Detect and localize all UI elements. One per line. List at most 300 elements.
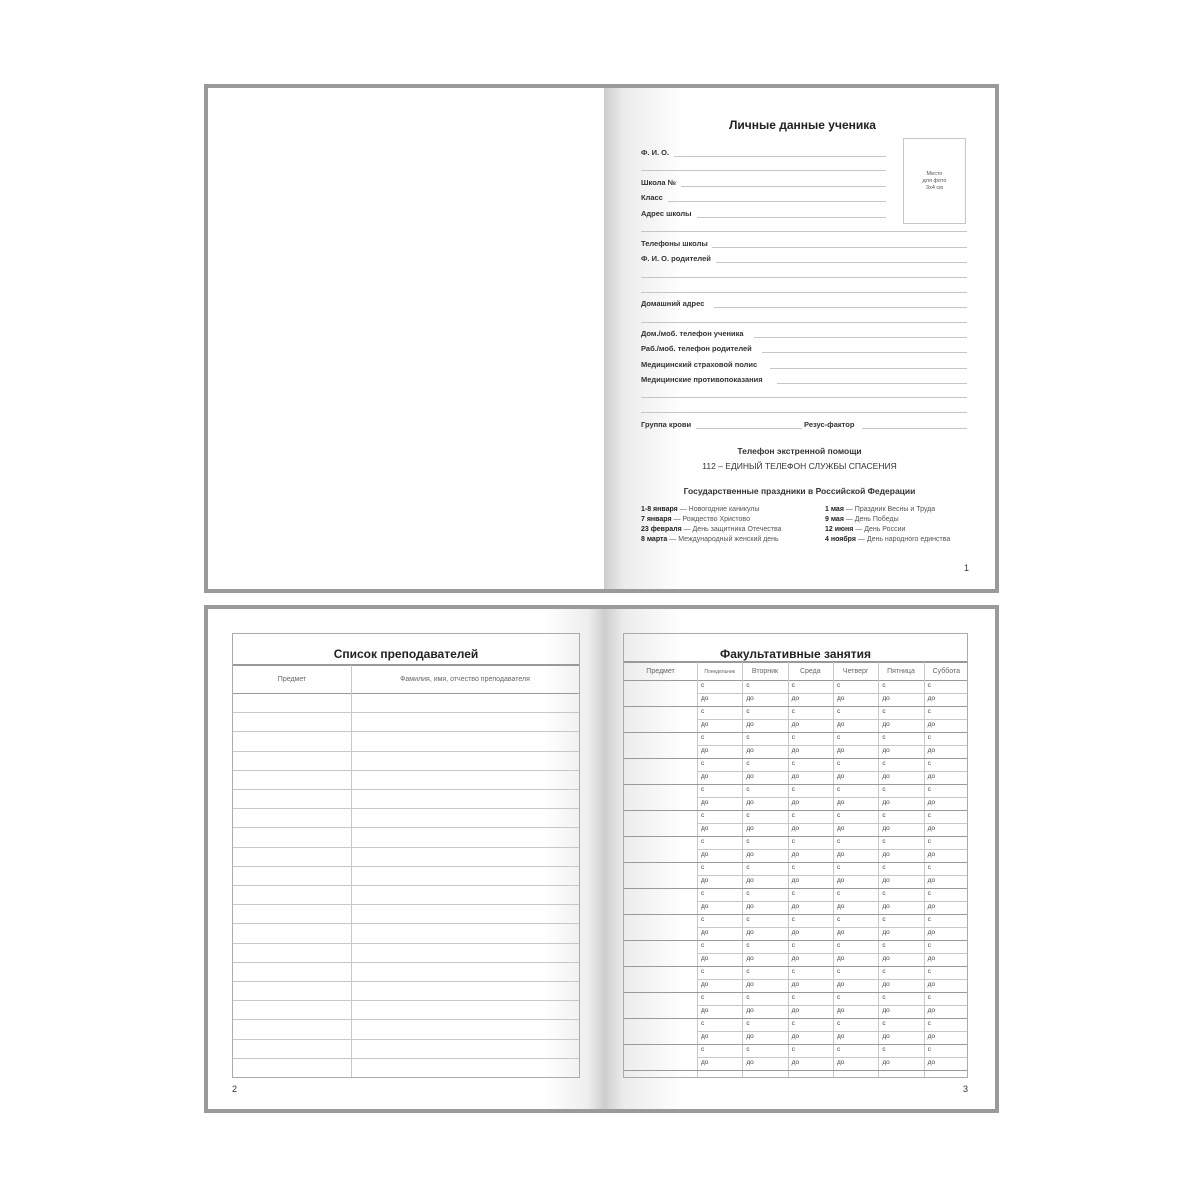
time-from[interactable]: с <box>927 916 931 923</box>
time-from[interactable]: с <box>882 760 886 767</box>
time-from[interactable]: с <box>701 864 705 871</box>
table-row[interactable] <box>233 1019 579 1020</box>
time-to[interactable]: до <box>837 695 845 702</box>
table-row[interactable] <box>233 827 579 828</box>
table-row[interactable] <box>233 808 579 809</box>
time-from[interactable]: с <box>701 682 705 689</box>
time-to[interactable]: до <box>927 929 936 936</box>
time-from[interactable]: с <box>746 916 750 923</box>
time-from[interactable]: с <box>701 708 705 715</box>
time-from[interactable]: с <box>882 890 886 897</box>
time-from[interactable]: с <box>791 812 795 819</box>
header-day: Четверг <box>842 668 869 675</box>
time-to[interactable]: до <box>746 1007 754 1014</box>
field-home-address-line[interactable] <box>714 307 967 308</box>
field-rhesus-label: Резус-фактор <box>804 420 855 429</box>
holiday-name: — Рождество Христово <box>671 516 750 523</box>
teachers-title: Список преподавателей <box>333 647 479 661</box>
time-from[interactable]: с <box>927 1046 931 1053</box>
field-blood-line[interactable] <box>696 428 802 429</box>
time-from[interactable]: с <box>746 1046 750 1053</box>
field-insurance-label: Медицинский страховой полис <box>641 360 758 369</box>
lesson-block-mid <box>697 875 967 876</box>
lesson-block-mid <box>697 797 967 798</box>
field-insurance-line[interactable] <box>770 368 967 369</box>
time-to[interactable]: до <box>701 981 709 988</box>
holiday-name: — Международный женский день <box>667 536 779 543</box>
time-from[interactable]: с <box>837 760 841 767</box>
time-from[interactable]: с <box>746 942 750 949</box>
holiday-name: — День защитника Отечества <box>681 526 782 533</box>
time-from[interactable]: с <box>746 786 750 793</box>
table-row[interactable] <box>233 885 579 886</box>
time-to[interactable]: до <box>927 981 936 988</box>
time-to[interactable]: до <box>927 1007 936 1014</box>
field-student-phone-line[interactable] <box>754 337 967 338</box>
time-to[interactable]: до <box>837 877 845 884</box>
time-to[interactable]: до <box>882 877 890 884</box>
time-to[interactable]: до <box>701 721 709 728</box>
field-class-line[interactable] <box>668 201 886 202</box>
time-from[interactable]: с <box>837 864 841 871</box>
time-from[interactable]: с <box>791 994 795 1001</box>
time-from[interactable]: с <box>837 812 841 819</box>
lesson-block-mid <box>697 1005 967 1006</box>
time-to[interactable]: до <box>882 799 890 806</box>
lesson-block-divider <box>624 1044 967 1045</box>
time-to[interactable]: до <box>791 903 800 910</box>
electives-title: Факультативные занятия <box>719 647 872 661</box>
holiday-item <box>825 505 935 515</box>
holiday-item <box>641 505 759 515</box>
time-to[interactable]: до <box>701 903 709 910</box>
time-from[interactable]: с <box>882 734 886 741</box>
time-to[interactable]: до <box>837 747 845 754</box>
time-from[interactable]: с <box>882 942 886 949</box>
time-to[interactable]: до <box>791 799 800 806</box>
time-to[interactable]: до <box>882 825 890 832</box>
time-to[interactable]: до <box>927 721 936 728</box>
time-to[interactable]: до <box>746 851 754 858</box>
time-to[interactable]: до <box>746 747 754 754</box>
time-to[interactable]: до <box>927 1033 936 1040</box>
time-from[interactable]: с <box>837 994 841 1001</box>
field-school-line[interactable] <box>681 186 886 187</box>
time-to[interactable]: до <box>791 877 800 884</box>
time-to[interactable]: до <box>746 877 754 884</box>
time-to[interactable]: до <box>791 851 800 858</box>
holidays-title: Государственные праздники в Российской Федерации <box>683 486 916 496</box>
holiday-name: — День народного единства <box>855 536 951 543</box>
time-to[interactable]: до <box>927 747 936 754</box>
header-subject: Предмет <box>646 668 675 675</box>
time-to[interactable]: до <box>791 825 800 832</box>
time-to[interactable]: до <box>791 929 800 936</box>
time-from[interactable]: с <box>791 864 795 871</box>
time-to[interactable]: до <box>882 695 890 702</box>
time-to[interactable]: до <box>746 721 754 728</box>
time-from[interactable]: с <box>791 838 795 845</box>
time-to[interactable]: до <box>701 825 709 832</box>
lesson-block-divider <box>624 1070 967 1071</box>
time-to[interactable]: до <box>837 721 845 728</box>
lesson-block-divider <box>624 940 967 941</box>
time-from[interactable]: с <box>791 968 795 975</box>
time-to[interactable]: до <box>746 929 754 936</box>
time-from[interactable]: с <box>882 786 886 793</box>
field-parents-line-2[interactable] <box>641 277 967 278</box>
time-from[interactable]: с <box>701 812 705 819</box>
time-to[interactable]: до <box>791 1033 800 1040</box>
holiday-name: — Новогодние каникулы <box>677 506 760 513</box>
time-from[interactable]: с <box>701 760 705 767</box>
lesson-block-mid <box>697 823 967 824</box>
time-from[interactable]: с <box>746 864 750 871</box>
table-row[interactable] <box>233 1058 579 1059</box>
time-from[interactable]: с <box>837 708 841 715</box>
time-from[interactable]: с <box>837 1020 841 1027</box>
time-to[interactable]: до <box>791 981 800 988</box>
column-divider <box>924 662 925 1077</box>
field-rhesus-line[interactable] <box>862 428 967 429</box>
table-row[interactable] <box>233 731 579 732</box>
lesson-block-mid <box>697 719 967 720</box>
table-row[interactable] <box>233 962 579 963</box>
time-from[interactable]: с <box>701 1020 705 1027</box>
time-from[interactable]: с <box>927 734 931 741</box>
time-from[interactable]: с <box>927 708 931 715</box>
time-to[interactable]: до <box>746 695 754 702</box>
lesson-block-divider <box>624 836 967 837</box>
title-divider <box>624 661 967 663</box>
field-school-address-line[interactable] <box>697 217 886 218</box>
time-from[interactable]: с <box>791 942 795 949</box>
lesson-block-divider <box>624 758 967 759</box>
field-school-address-line-2[interactable] <box>641 231 967 232</box>
page-number-3: 3 <box>963 1084 969 1094</box>
teachers-page <box>208 609 604 1109</box>
photo-text-3: 3х4 см <box>926 185 943 191</box>
time-from[interactable]: с <box>791 786 795 793</box>
time-from[interactable]: с <box>837 734 841 741</box>
time-from[interactable]: с <box>701 786 705 793</box>
time-to[interactable]: до <box>927 955 936 962</box>
time-to[interactable]: до <box>837 929 845 936</box>
field-school-address-label: Адрес школы <box>641 209 692 218</box>
time-to[interactable]: до <box>882 747 890 754</box>
time-to[interactable]: до <box>701 851 709 858</box>
header-day: Суббота <box>932 668 961 675</box>
time-from[interactable]: с <box>927 760 931 767</box>
time-from[interactable]: с <box>701 942 705 949</box>
time-to[interactable]: до <box>791 1007 800 1014</box>
header-day: Вторник <box>751 668 779 675</box>
time-to[interactable]: до <box>791 955 800 962</box>
lesson-block-mid <box>697 745 967 746</box>
time-to[interactable]: до <box>837 903 845 910</box>
time-from[interactable]: с <box>746 1020 750 1027</box>
time-from[interactable]: с <box>837 786 841 793</box>
time-from[interactable]: с <box>927 838 931 845</box>
lesson-block-mid <box>697 771 967 772</box>
holiday-date: 1-8 января <box>641 506 678 513</box>
header-day: Пятница <box>887 668 915 675</box>
field-contraindications-line-3[interactable] <box>641 412 967 413</box>
page-title: Личные данные ученика <box>729 118 876 132</box>
field-home-address-label: Домашний адрес <box>641 299 705 308</box>
time-to[interactable]: до <box>791 773 800 780</box>
holiday-date: 9 мая <box>825 516 844 523</box>
table-row[interactable] <box>233 866 579 867</box>
lesson-block-mid <box>697 953 967 954</box>
time-from[interactable]: с <box>746 838 750 845</box>
time-from[interactable]: с <box>882 708 886 715</box>
time-to[interactable]: до <box>791 695 800 702</box>
holiday-item <box>641 515 750 525</box>
lesson-block-mid <box>697 693 967 694</box>
blank-page <box>208 88 604 589</box>
electives-table <box>623 633 968 1078</box>
time-from[interactable]: с <box>701 734 705 741</box>
time-from[interactable]: с <box>882 682 886 689</box>
time-from[interactable]: с <box>837 942 841 949</box>
field-blood-label: Группа крови <box>641 420 692 429</box>
column-divider <box>788 662 789 1077</box>
time-to[interactable]: до <box>882 851 890 858</box>
time-from[interactable]: с <box>791 1046 795 1053</box>
time-from[interactable]: с <box>837 838 841 845</box>
spread-top <box>204 84 999 593</box>
time-from[interactable]: с <box>837 1046 841 1053</box>
field-contraindications-line[interactable] <box>777 383 967 384</box>
table-row[interactable] <box>233 847 579 848</box>
time-to[interactable]: до <box>837 981 845 988</box>
time-to[interactable]: до <box>701 773 709 780</box>
lesson-block-divider <box>624 784 967 785</box>
time-from[interactable]: с <box>701 916 705 923</box>
time-to[interactable]: до <box>701 799 709 806</box>
time-to[interactable]: до <box>882 1059 890 1066</box>
time-from[interactable]: с <box>927 994 931 1001</box>
time-to[interactable]: до <box>791 747 800 754</box>
header-divider <box>233 693 579 694</box>
lesson-block-divider <box>624 888 967 889</box>
time-from[interactable]: с <box>746 994 750 1001</box>
time-from[interactable]: с <box>927 968 931 975</box>
time-to[interactable]: до <box>837 955 845 962</box>
time-to[interactable]: до <box>837 1033 845 1040</box>
time-from[interactable]: с <box>927 786 931 793</box>
time-from[interactable]: с <box>701 838 705 845</box>
time-from[interactable]: с <box>746 812 750 819</box>
time-to[interactable]: до <box>882 929 890 936</box>
time-from[interactable]: с <box>701 890 705 897</box>
time-to[interactable]: до <box>882 903 890 910</box>
time-from[interactable]: с <box>882 864 886 871</box>
time-to[interactable]: до <box>701 877 709 884</box>
field-contraindications-line-2[interactable] <box>641 397 967 398</box>
teachers-table <box>232 633 580 1078</box>
holiday-name: — День Победы <box>843 516 899 523</box>
time-from[interactable]: с <box>927 1020 931 1027</box>
time-from[interactable]: с <box>791 916 795 923</box>
lesson-block-divider <box>624 706 967 707</box>
time-to[interactable]: до <box>882 981 890 988</box>
time-from[interactable]: с <box>882 1046 886 1053</box>
time-from[interactable]: с <box>746 708 750 715</box>
field-fio-label: Ф. И. О. <box>641 148 670 157</box>
lesson-block-divider <box>624 732 967 733</box>
time-to[interactable]: до <box>837 773 845 780</box>
field-fio-line-2[interactable] <box>641 170 886 171</box>
time-to[interactable]: до <box>701 1007 709 1014</box>
time-to[interactable]: до <box>837 1007 845 1014</box>
holiday-item <box>825 515 899 525</box>
time-from[interactable]: с <box>882 968 886 975</box>
time-to[interactable]: до <box>882 1033 890 1040</box>
field-parents-phone-line[interactable] <box>762 352 967 353</box>
field-fio-line[interactable] <box>674 156 886 157</box>
holiday-date: 4 ноября <box>825 536 856 543</box>
time-to[interactable]: до <box>701 1059 709 1066</box>
emergency-number: 112 – ЕДИНЫЙ ТЕЛЕФОН СЛУЖБЫ СПАСЕНИЯ <box>702 461 897 471</box>
time-from[interactable]: с <box>927 812 931 819</box>
time-to[interactable]: до <box>837 825 845 832</box>
time-from[interactable]: с <box>882 1020 886 1027</box>
time-to[interactable]: до <box>882 955 890 962</box>
holiday-date: 23 февраля <box>641 526 682 533</box>
time-from[interactable]: с <box>837 682 841 689</box>
table-row[interactable] <box>233 1039 579 1040</box>
time-to[interactable]: до <box>746 981 754 988</box>
time-from[interactable]: с <box>746 734 750 741</box>
time-to[interactable]: до <box>927 799 936 806</box>
time-to[interactable]: до <box>927 773 936 780</box>
time-to[interactable]: до <box>837 1059 845 1066</box>
time-to[interactable]: до <box>882 1007 890 1014</box>
time-to[interactable]: до <box>927 1059 936 1066</box>
time-from[interactable]: с <box>927 682 931 689</box>
time-from[interactable]: с <box>837 890 841 897</box>
column-divider <box>878 662 879 1077</box>
time-from[interactable]: с <box>746 890 750 897</box>
holiday-item <box>641 535 779 545</box>
column-divider <box>742 662 743 1077</box>
table-row[interactable] <box>233 789 579 790</box>
table-row[interactable] <box>233 751 579 752</box>
time-from[interactable]: с <box>791 1020 795 1027</box>
time-to[interactable]: до <box>701 955 709 962</box>
time-to[interactable]: до <box>837 851 845 858</box>
time-from[interactable]: с <box>882 812 886 819</box>
time-to[interactable]: до <box>927 851 936 858</box>
time-to[interactable]: до <box>927 903 936 910</box>
time-to[interactable]: до <box>746 773 754 780</box>
time-to[interactable]: до <box>701 695 709 702</box>
time-from[interactable]: с <box>882 994 886 1001</box>
emergency-title: Телефон экстренной помощи <box>737 446 862 456</box>
time-from[interactable]: с <box>791 708 795 715</box>
time-to[interactable]: до <box>746 955 754 962</box>
lesson-block-mid <box>697 927 967 928</box>
lesson-block-divider <box>624 992 967 993</box>
holiday-item <box>825 535 950 545</box>
time-to[interactable]: до <box>701 929 709 936</box>
time-to[interactable]: до <box>701 747 709 754</box>
time-to[interactable]: до <box>882 721 890 728</box>
time-to[interactable]: до <box>882 773 890 780</box>
lesson-block-divider <box>624 914 967 915</box>
time-from[interactable]: с <box>837 968 841 975</box>
lesson-block-divider <box>624 1018 967 1019</box>
electives-page <box>604 609 995 1109</box>
table-row[interactable] <box>233 770 579 771</box>
time-to[interactable]: до <box>746 903 754 910</box>
time-to[interactable]: до <box>837 799 845 806</box>
header-day: Понедельник <box>704 669 735 675</box>
time-from[interactable]: с <box>746 682 750 689</box>
lesson-block-mid <box>697 1031 967 1032</box>
time-to[interactable]: до <box>791 721 800 728</box>
time-from[interactable]: с <box>791 760 795 767</box>
time-from[interactable]: с <box>882 916 886 923</box>
time-to[interactable]: до <box>746 799 754 806</box>
time-from[interactable]: с <box>927 942 931 949</box>
time-to[interactable]: до <box>746 1033 754 1040</box>
lesson-block-mid <box>697 979 967 980</box>
time-to[interactable]: до <box>791 1059 800 1066</box>
field-parents-line[interactable] <box>716 262 967 263</box>
time-from[interactable]: с <box>927 890 931 897</box>
lesson-block-divider <box>624 966 967 967</box>
table-row[interactable] <box>233 1000 579 1001</box>
field-parents-line-3[interactable] <box>641 292 967 293</box>
field-student-phone-label: Дом./моб. телефон ученика <box>641 329 744 338</box>
table-row[interactable] <box>233 981 579 982</box>
header-teacher-name: Фамилия, имя, отчество преподавателя <box>400 676 530 683</box>
field-school-phones-line[interactable] <box>712 247 967 248</box>
time-from[interactable]: с <box>791 890 795 897</box>
time-to[interactable]: до <box>927 877 936 884</box>
time-from[interactable]: с <box>791 734 795 741</box>
table-row[interactable] <box>233 712 579 713</box>
column-divider <box>833 662 834 1077</box>
field-parents-label: Ф. И. О. родителей <box>641 254 711 263</box>
time-from[interactable]: с <box>746 760 750 767</box>
table-row[interactable] <box>233 923 579 924</box>
time-from[interactable]: с <box>791 682 795 689</box>
time-from[interactable]: с <box>837 916 841 923</box>
time-from[interactable]: с <box>882 838 886 845</box>
time-from[interactable]: с <box>701 968 705 975</box>
table-row[interactable] <box>233 904 579 905</box>
lesson-block-mid <box>697 849 967 850</box>
time-to[interactable]: до <box>746 1059 754 1066</box>
time-from[interactable]: с <box>927 864 931 871</box>
column-divider <box>697 662 698 1077</box>
time-from[interactable]: с <box>746 968 750 975</box>
field-parents-phone-label: Раб./моб. телефон родителей <box>641 344 752 353</box>
field-home-address-line-2[interactable] <box>641 322 967 323</box>
table-row[interactable] <box>233 943 579 944</box>
time-to[interactable]: до <box>701 1033 709 1040</box>
column-divider <box>351 665 352 1077</box>
time-to[interactable]: до <box>746 825 754 832</box>
time-from[interactable]: с <box>701 1046 705 1053</box>
time-to[interactable]: до <box>927 825 936 832</box>
time-from[interactable]: с <box>701 994 705 1001</box>
time-to[interactable]: до <box>927 695 936 702</box>
